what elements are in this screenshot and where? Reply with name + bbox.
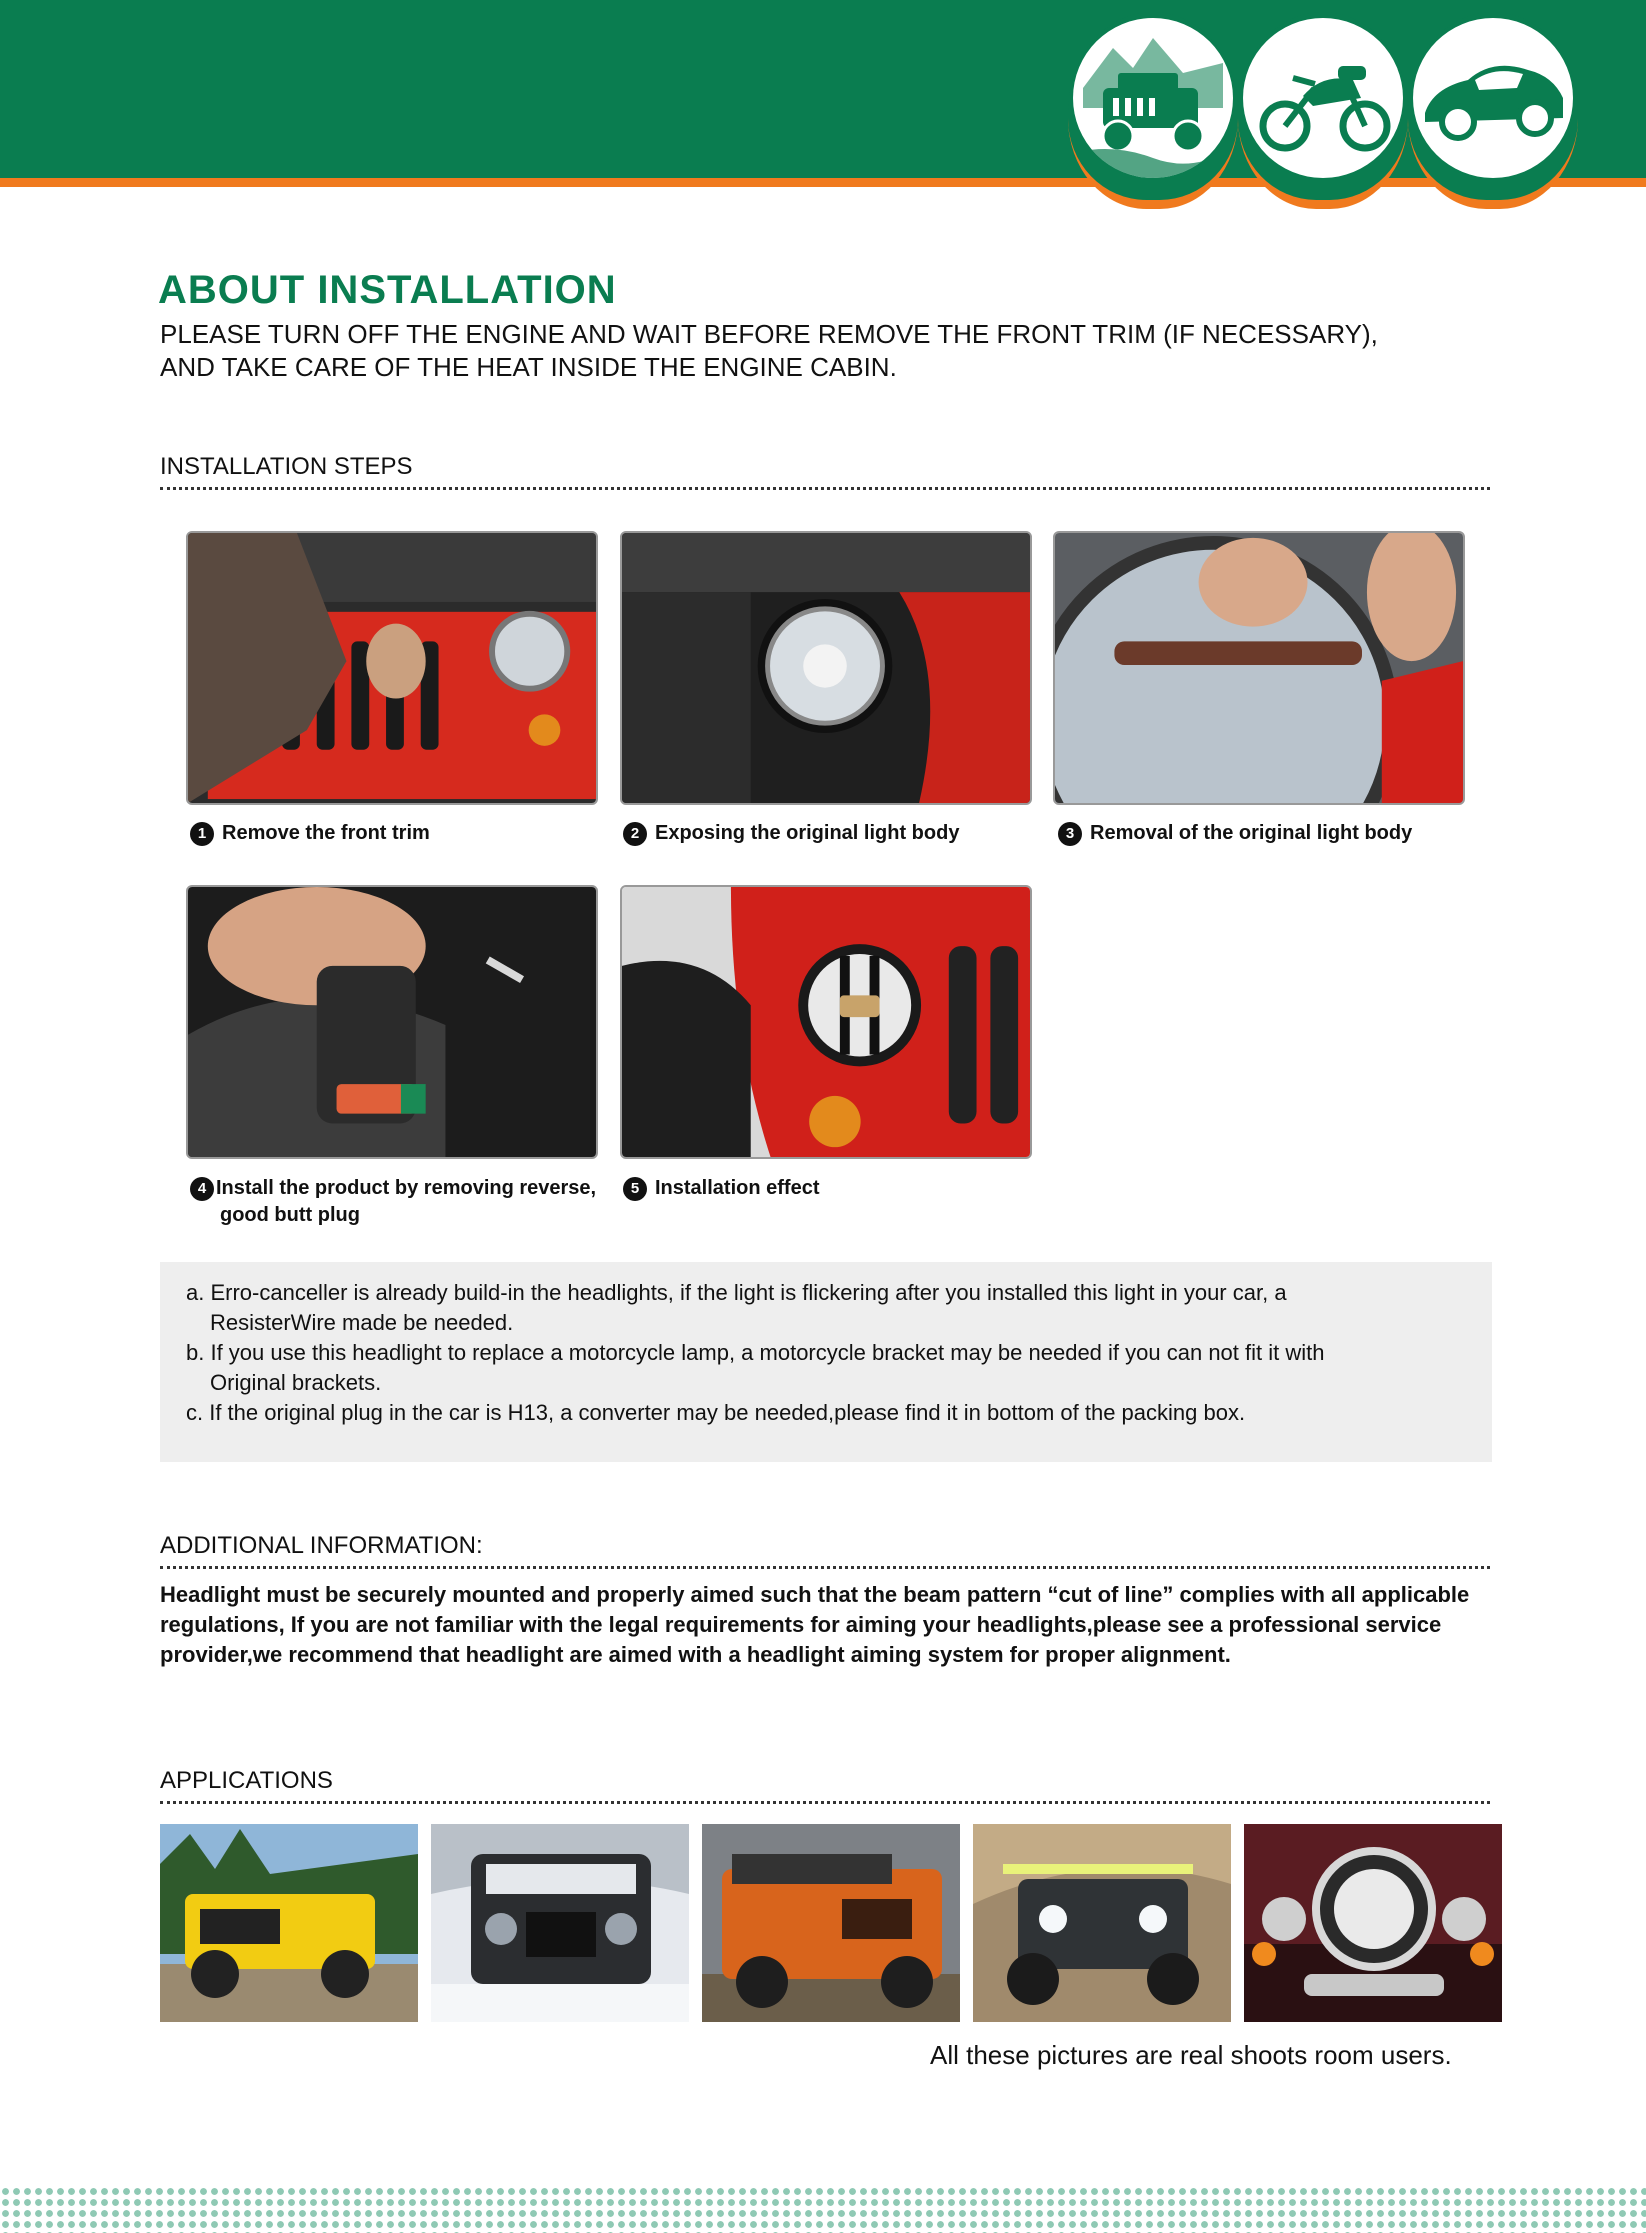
- page-subtitle: [160, 318, 1460, 384]
- car-icon: [1413, 18, 1573, 178]
- step-caption-text: good butt plug: [220, 1204, 360, 1226]
- additional-info-text: Headlight must be securely mounted and properly aimed such that the beam pattern “cut of line” complies with all applicable regulations, If you are not familiar with the legal requirements for aiming your headlights,please see a professional service provider,we recommend that headlight are aimed with a headlight aiming system for proper alignment.: [160, 1582, 1470, 1667]
- note-item: [186, 1278, 1474, 1338]
- step-number: 2: [623, 822, 647, 846]
- note-line: c. If the original plug in the car is H13, a converter may be needed,please find it in bottom of the packing box.: [186, 1400, 1246, 1425]
- step-1-caption: [190, 820, 430, 847]
- step-number: 4: [190, 1177, 214, 1201]
- footer-dot-pattern: [0, 2186, 1646, 2233]
- step-4-caption: [190, 1175, 596, 1229]
- step-2-caption: [623, 820, 959, 847]
- application-photo-yellow-jeep: [160, 1824, 418, 2022]
- step-4-photo: [186, 885, 598, 1159]
- page-title: ABOUT INSTALLATION: [158, 268, 617, 312]
- step-3-photo: [1053, 531, 1465, 805]
- step-number: 3: [1058, 822, 1082, 846]
- step-number: 5: [623, 1177, 647, 1201]
- step-5-photo: [620, 885, 1032, 1159]
- step-caption-text: Exposing the original light body: [655, 822, 960, 844]
- step-caption-text: Install the product by removing reverse,: [216, 1177, 597, 1199]
- note-line: Original brackets.: [210, 1370, 382, 1395]
- step-caption-text: Remove the front trim: [222, 822, 430, 844]
- note-line: a. Erro-canceller is already build-in the headlights, if the light is flickering after you installed this light in your car, a: [186, 1280, 1287, 1305]
- installation-steps-heading: INSTALLATION STEPS: [160, 453, 1490, 490]
- note-line: ResisterWire made be needed.: [210, 1310, 514, 1335]
- note-line: b. If you use this headlight to replace a motorcycle lamp, a motorcycle bracket may be needed if you can not fit it with: [186, 1340, 1325, 1365]
- step-number: 1: [190, 822, 214, 846]
- motorcycle-icon: [1243, 18, 1403, 178]
- step-2-photo: [620, 531, 1032, 805]
- notes-box: [160, 1262, 1492, 1462]
- applications-note: All these pictures are real shoots room users.: [930, 2040, 1452, 2070]
- application-photo-orange-jeep: [702, 1824, 960, 2022]
- subtitle-line: AND TAKE CARE OF THE HEAT INSIDE THE ENGINE CABIN.: [160, 352, 897, 382]
- step-5-caption: [623, 1175, 819, 1202]
- jeep-icon: [1073, 18, 1233, 178]
- step-caption-text: Removal of the original light body: [1090, 822, 1413, 844]
- note-item: [186, 1398, 1474, 1428]
- application-photo-motorcycle: [1244, 1824, 1502, 2022]
- step-caption-text: Installation effect: [655, 1177, 820, 1199]
- application-photo-black-jeep-snow: [431, 1824, 689, 2022]
- note-item: [186, 1338, 1474, 1398]
- additional-info-heading: ADDITIONAL INFORMATION:: [160, 1532, 1490, 1569]
- subtitle-line: PLEASE TURN OFF THE ENGINE AND WAIT BEFORE REMOVE THE FRONT TRIM (IF NECESSARY),: [160, 319, 1378, 349]
- applications-heading: APPLICATIONS: [160, 1767, 1490, 1804]
- step-1-photo: [186, 531, 598, 805]
- step-3-caption: [1058, 820, 1412, 847]
- header-accent-stripe: [0, 178, 1646, 187]
- application-photo-offroad-jeep: [973, 1824, 1231, 2022]
